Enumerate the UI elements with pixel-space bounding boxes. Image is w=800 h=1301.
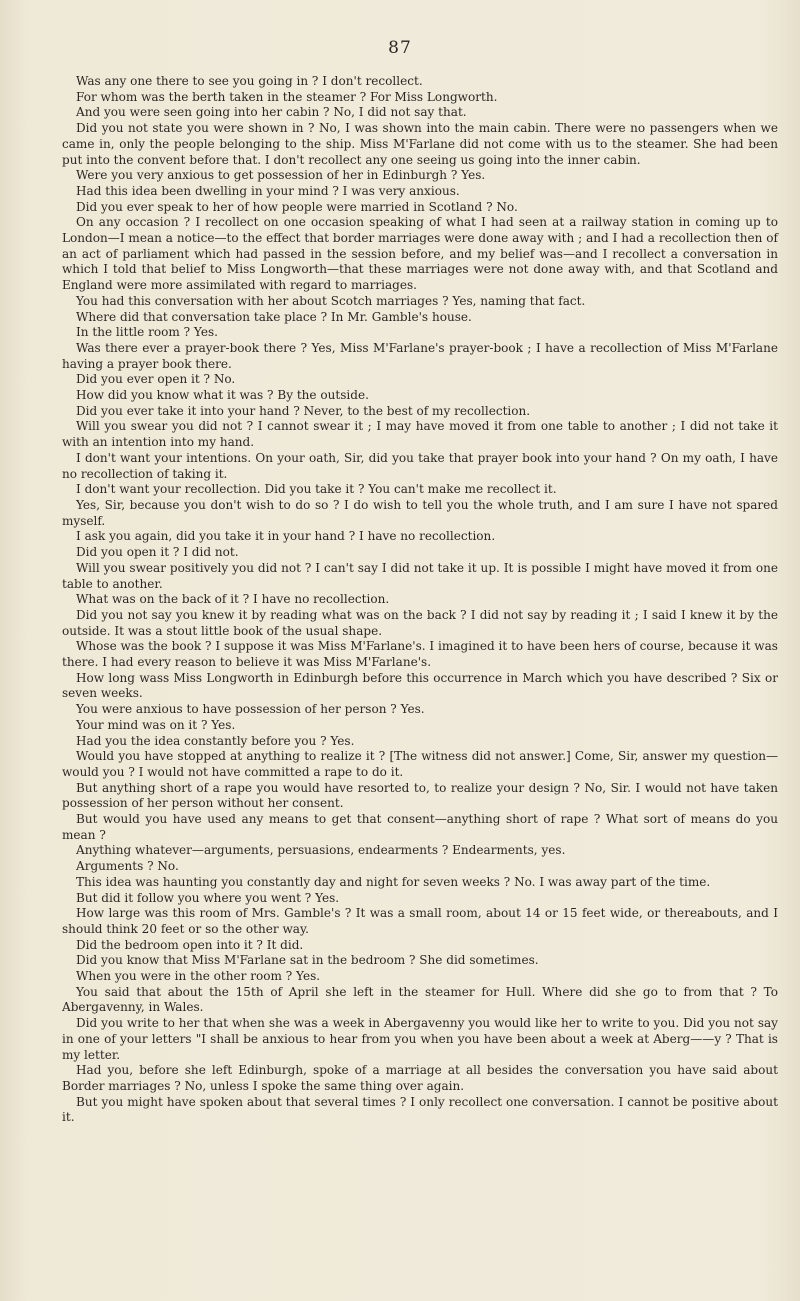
paragraph: Did you write to her that when she was a week in Abergavenny you would like her to write to you. Did you not say in one of your letters "I shall be anxious to hear from you when you have been about a week at Aberg——y ? That is my letter. [62,1016,778,1062]
paragraph: Where did that conversation take place ? In Mr. Gamble's house. [76,309,472,324]
paragraph: And you were seen going into her cabin ? No, I did not say that. [76,105,467,120]
paragraph: Arguments ? No. [76,859,179,874]
paragraph: Was any one there to see you going in ? I don't recollect. [76,74,423,88]
paragraph: Did you know that Miss M'Farlane sat in the bedroom ? She did sometimes. [76,953,539,968]
paragraph: In the little room ? Yes. [76,325,218,340]
text-body [62,74,778,1126]
paragraph: How did you know what it was ? By the outside. [76,388,369,403]
paragraph: You had this conversation with her about Scotch marriages ? Yes, naming that fact. [76,293,586,308]
paragraph: Did you not state you were shown in ? No, I was shown into the main cabin. There were no passengers when we came in, only the people belonging to the ship. Miss M'Farlane did not come with us to the steamer. She had been put into the convent before that. I don't recollect any one seeing us going into the inner cabin. [62,121,778,167]
page-number: 87 [388,38,412,58]
paragraph: Would you have stopped at anything to realize it ? [The witness did not answer.] Come, Sir, answer my question—would you ? I would not have committed a rape to do it. [62,749,778,779]
paragraph: Did you ever speak to her of how people were married in Scotland ? No. [76,199,518,214]
paragraph: On any occasion ? I recollect on one occasion speaking of what I had seen at a railway station in coming up to London—I mean a notice—to the effect that border marriages were done away with ; and I had a recollection then of an act of parliament which had passed in the session before, and my belief was—and I recollect a conversation in which I told that belief to Miss Longworth—that these marriages were not done away with, and that Scotland and England were more assimilated with regard to marriages. [62,215,778,293]
paragraph: This idea was haunting you constantly day and night for seven weeks ? No. I was away part of the time. [76,874,711,889]
paragraph: Will you swear you did not ? I cannot swear it ; I may have moved it from one table to another ; I did not take it with an intention into my hand. [62,419,778,450]
paragraph: Had you the idea constantly before you ? Yes. [76,733,355,748]
paragraph: Were you very anxious to get possession of her in Edinburgh ? Yes. [76,168,486,183]
paragraph: For whom was the berth taken in the steamer ? For Miss Longworth. [76,89,498,104]
paragraph: What was on the back of it ? I have no recollection. [76,592,390,607]
paragraph: I don't want your recollection. Did you take it ? You can't make me recollect it. [76,482,557,497]
paragraph: Had you, before she left Edinburgh, spoke of a marriage at all besides the conversation you have said about Border marriages ? No, unless I spoke the same thing over again. [62,1063,778,1093]
paragraph: Anything whatever—arguments, persuasions, endearments ? Endearments, yes. [76,843,566,858]
paragraph: How long wass Miss Longworth in Edinburgh before this occurrence in March which you have described ? Six or seven weeks. [62,670,778,701]
paragraph: I ask you again, did you take it in your hand ? I have no recollection. [76,529,496,544]
paragraph: Did you ever take it into your hand ? Never, to the best of my recollection. [76,403,531,418]
paragraph: Did you open it ? I did not. [76,545,239,560]
paragraph: Did you not say you knew it by reading what was on the back ? I did not say by reading it ; I said I knew it by the outside. It was a stout little book of the usual shape. [62,607,778,638]
paragraph: But you might have spoken about that several times ? I only recollect one conversation. I cannot be positive about it. [62,1094,778,1125]
paragraph: How large was this room of Mrs. Gamble's ? It was a small room, about 14 or 15 feet wide, or thereabouts, and I should think 20 feet or so the other way. [62,906,778,936]
paragraph: I don't want your intentions. On your oath, Sir, did you take that prayer book into your hand ? On my oath, I have no recollection of taking it. [62,450,778,481]
paragraph: Will you swear positively you did not ? I can't say I did not take it up. It is possible I might have moved it from one table to another. [62,560,778,591]
paragraph: Your mind was on it ? Yes. [76,717,236,732]
paragraph: You were anxious to have possession of her person ? Yes. [76,702,425,717]
paragraph: But did it follow you where you went ? Yes. [76,890,340,905]
paragraph: When you were in the other room ? Yes. [76,969,321,984]
paragraph: Did you ever open it ? No. [76,372,236,387]
paragraph: Was there ever a prayer-book there ? Yes, Miss M'Farlane's prayer-book ; I have a recollection of Miss M'Farlane having a prayer book there. [62,340,778,371]
paragraph: Did the bedroom open into it ? It did. [76,937,304,952]
paragraph: But anything short of a rape you would have resorted to, to realize your design ? No, Sir. I would not have taken possession of her person without her consent. [62,780,778,811]
paragraph: Yes, Sir, because you don't wish to do so ? I do wish to tell you the whole truth, and I am sure I have not spared myself. [62,497,778,528]
paragraph: You said that about the 15th of April she left in the steamer for Hull. Where did she go to from that ? To Abergavenny, in Wales. [62,984,778,1015]
paragraph: Whose was the book ? I suppose it was Miss M'Farlane's. I imagined it to have been hers of course, because it was there. I had every reason to believe it was Miss M'Farlane's. [62,639,778,670]
paragraph: But would you have used any means to get that consent—anything short of rape ? What sort of means do you mean ? [62,812,778,842]
paragraph: Had this idea been dwelling in your mind ? I was very anxious. [76,183,460,198]
